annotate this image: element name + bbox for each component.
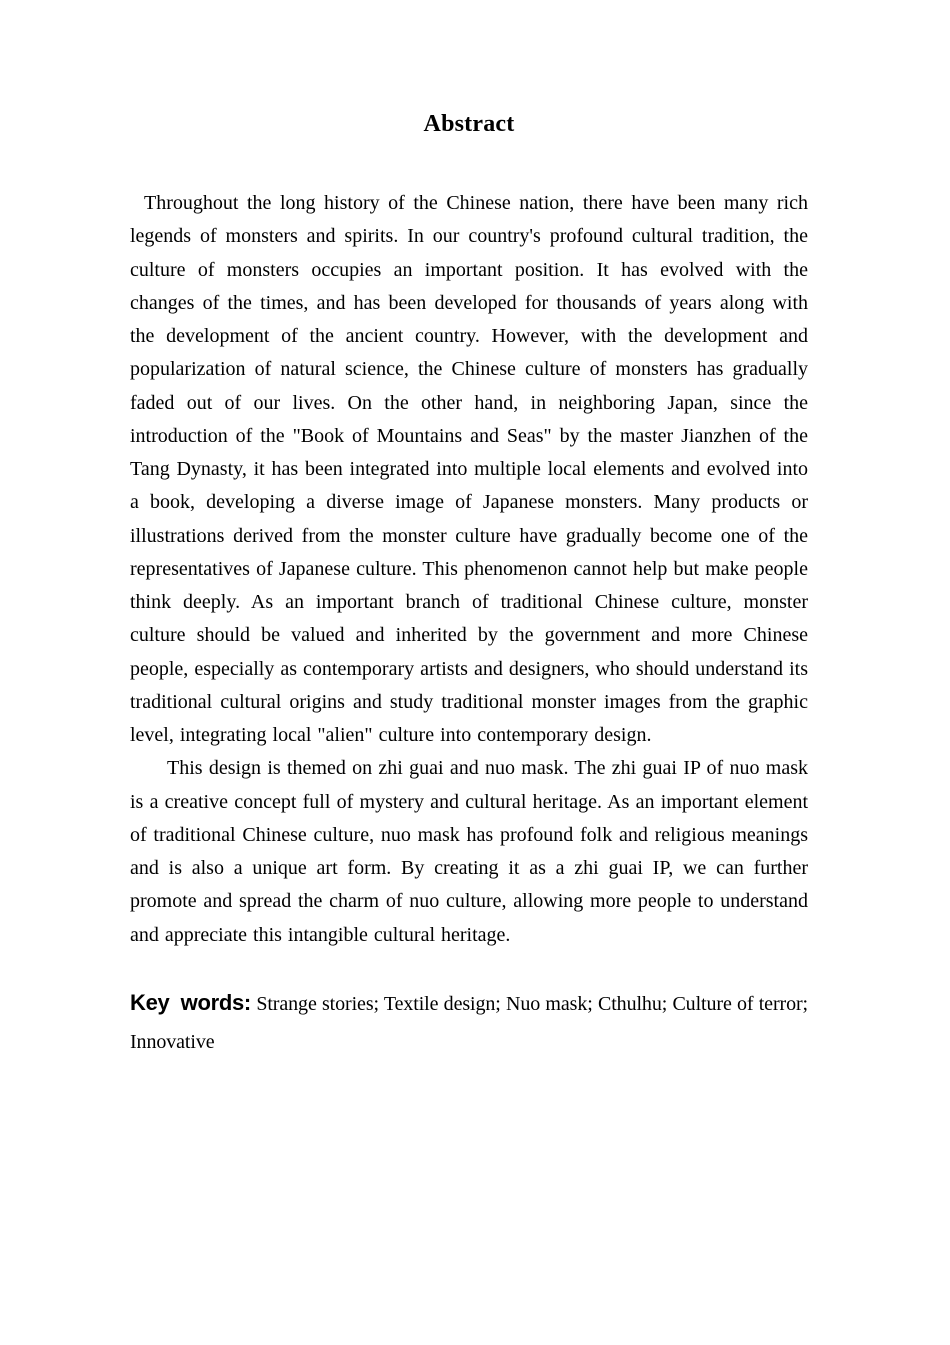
abstract-paragraph-1: Throughout the long history of the Chinese nation, there have been many rich legends of monsters and spirits. In our country's profound cultural tradition, the culture of monsters occupies an important position. It has evolved with the changes of the times, and has been developed for thousands of years along with the development of the ancient country. However, with the development and popularization of natural science, the Chinese culture of monsters has gradually faded out of our lives. On the other hand, in neighboring Japan, since the introduction of the "Book of Mountains and Seas" by the master Jianzhen of the Tang Dynasty, it has been integrated into multiple local elements and evolved into a book, developing a diverse image of Japanese monsters. Many products or illustrations derived from the monster culture have gradually become one of the representatives of Japanese culture. This phenomenon cannot help but make people think deeply. As an important branch of traditional Chinese culture, monster culture should be valued and inherited by the government and more Chinese people, especially as contemporary artists and designers, who should understand its traditional cultural origins and study traditional monster images from the graphic level, integrating local "alien" culture into contemporary design. xyxy=(130,192,808,746)
keywords-text: Strange stories; Textile design; Nuo mask; Cthulhu; Culture of terror; Innovative xyxy=(130,992,808,1053)
abstract-paragraph-2: This design is themed on zhi guai and nuo mask. The zhi guai IP of nuo mask is a creative concept full of mystery and cultural heritage. As an important element of traditional Chinese culture, nuo mask has profound folk and religious meanings and is also a unique art form. By creating it as a zhi guai IP, we can further promote and spread the charm of nuo culture, allowing more people to understand and appreciate this intangible cultural heritage. xyxy=(130,757,808,946)
page-title: Abstract xyxy=(423,111,515,137)
keywords-section xyxy=(130,984,808,1061)
keywords-label: Key words: xyxy=(130,989,251,1015)
